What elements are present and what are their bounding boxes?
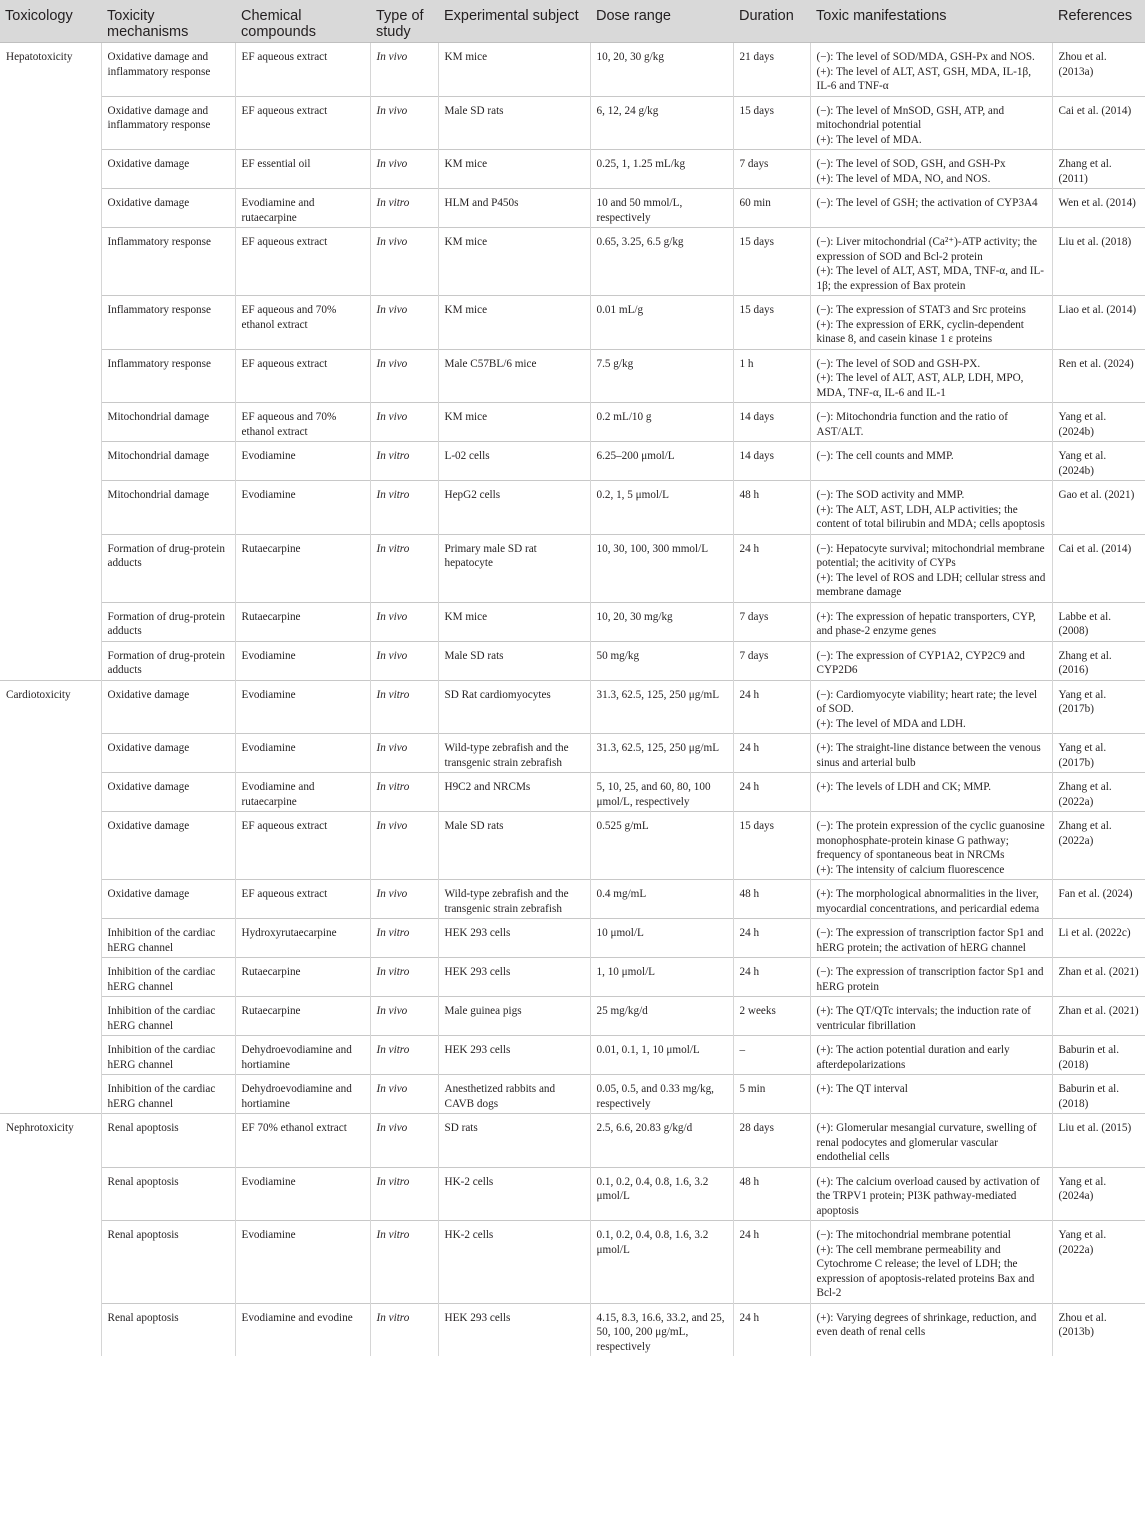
manifestations-cell: (−): The level of SOD and GSH-PX. (+): The level of ALT, AST, ALP, LDH, MPO, MDA, TNF-α, IL-6 and IL-1 <box>810 349 1052 403</box>
reference-cell: Yang et al. (2017b) <box>1052 734 1145 773</box>
dose-cell: 10, 30, 100, 300 mmol/L <box>590 534 733 602</box>
study-type-cell: In vivo <box>370 403 438 442</box>
mechanism-cell: Inflammatory response <box>101 228 235 296</box>
duration-cell: 2 weeks <box>733 997 810 1036</box>
subject-cell: Male guinea pigs <box>438 997 590 1036</box>
duration-cell: 5 min <box>733 1075 810 1114</box>
header-dose: Dose range <box>590 0 733 43</box>
study-type-cell: In vivo <box>370 812 438 880</box>
compound-cell: EF aqueous extract <box>235 96 370 150</box>
manifestations-cell: (+): The morphological abnormalities in the liver, myocardial concentrations, and pericardial edema <box>810 880 1052 919</box>
reference-cell: Yang et al. (2024b) <box>1052 403 1145 442</box>
subject-cell: KM mice <box>438 43 590 97</box>
study-type-cell: In vivo <box>370 1075 438 1114</box>
mechanism-cell: Oxidative damage <box>101 150 235 189</box>
compound-cell: Rutaecarpine <box>235 997 370 1036</box>
study-type-cell: In vivo <box>370 602 438 641</box>
mechanism-cell: Renal apoptosis <box>101 1167 235 1221</box>
manifestations-cell: (−): Cardiomyocyte viability; heart rate; the level of SOD. (+): The level of MDA and LDH. <box>810 680 1052 734</box>
header-duration: Duration <box>733 0 810 43</box>
duration-cell: 14 days <box>733 403 810 442</box>
duration-cell: 60 min <box>733 189 810 228</box>
mechanism-cell: Mitochondrial damage <box>101 442 235 481</box>
reference-cell: Wen et al. (2014) <box>1052 189 1145 228</box>
dose-cell: 31.3, 62.5, 125, 250 μg/mL <box>590 734 733 773</box>
reference-cell: Gao et al. (2021) <box>1052 481 1145 535</box>
duration-cell: 48 h <box>733 481 810 535</box>
dose-cell: 7.5 g/kg <box>590 349 733 403</box>
reference-cell: Baburin et al. (2018) <box>1052 1036 1145 1075</box>
study-type-cell: In vivo <box>370 96 438 150</box>
compound-cell: Evodiamine <box>235 481 370 535</box>
table-row <box>0 1114 1145 1168</box>
table-row <box>0 150 1145 189</box>
table-row <box>0 997 1145 1036</box>
table-row <box>0 296 1145 350</box>
subject-cell: HK-2 cells <box>438 1167 590 1221</box>
subject-cell: HepG2 cells <box>438 481 590 535</box>
subject-cell: KM mice <box>438 403 590 442</box>
mechanism-cell: Oxidative damage and inflammatory response <box>101 96 235 150</box>
reference-cell: Yang et al. (2024a) <box>1052 1167 1145 1221</box>
mechanism-cell: Renal apoptosis <box>101 1114 235 1168</box>
dose-cell: 0.05, 0.5, and 0.33 mg/kg, respectively <box>590 1075 733 1114</box>
study-type-cell: In vivo <box>370 734 438 773</box>
manifestations-cell: (+): Glomerular mesangial curvature, swelling of renal podocytes and glomerular vascular endothelial cells <box>810 1114 1052 1168</box>
mechanism-cell: Mitochondrial damage <box>101 481 235 535</box>
subject-cell: KM mice <box>438 296 590 350</box>
compound-cell: Evodiamine <box>235 1221 370 1304</box>
manifestations-cell: (−): The expression of transcription factor Sp1 and hERG protein; the activation of hERG channel <box>810 919 1052 958</box>
mechanism-cell: Renal apoptosis <box>101 1221 235 1304</box>
reference-cell: Labbe et al. (2008) <box>1052 602 1145 641</box>
duration-cell: 24 h <box>733 773 810 812</box>
dose-cell: 6, 12, 24 g/kg <box>590 96 733 150</box>
table-row <box>0 481 1145 535</box>
subject-cell: HEK 293 cells <box>438 958 590 997</box>
manifestations-cell: (−): The expression of transcription factor Sp1 and hERG protein <box>810 958 1052 997</box>
compound-cell: Evodiamine <box>235 641 370 680</box>
subject-cell: KM mice <box>438 228 590 296</box>
dose-cell: 0.2 mL/10 g <box>590 403 733 442</box>
dose-cell: 10 μmol/L <box>590 919 733 958</box>
subject-cell: HLM and P450s <box>438 189 590 228</box>
reference-cell: Yang et al. (2022a) <box>1052 1221 1145 1304</box>
table-row <box>0 96 1145 150</box>
table-row <box>0 1221 1145 1304</box>
compound-cell: Evodiamine and evodine <box>235 1303 370 1356</box>
dose-cell: 0.65, 3.25, 6.5 g/kg <box>590 228 733 296</box>
study-type-cell: In vitro <box>370 1221 438 1304</box>
header-manifestations: Toxic manifestations <box>810 0 1052 43</box>
study-type-cell: In vitro <box>370 1036 438 1075</box>
table-row <box>0 773 1145 812</box>
study-type-cell: In vitro <box>370 919 438 958</box>
dose-cell: 0.1, 0.2, 0.4, 0.8, 1.6, 3.2 μmol/L <box>590 1221 733 1304</box>
table-row <box>0 189 1145 228</box>
subject-cell: Anesthetized rabbits and CAVB dogs <box>438 1075 590 1114</box>
dose-cell: 6.25–200 μmol/L <box>590 442 733 481</box>
reference-cell: Yang et al. (2024b) <box>1052 442 1145 481</box>
manifestations-cell: (+): The straight-line distance between the venous sinus and arterial bulb <box>810 734 1052 773</box>
dose-cell: 31.3, 62.5, 125, 250 μg/mL <box>590 680 733 734</box>
header-toxicology: Toxicology <box>0 0 101 43</box>
reference-cell: Baburin et al. (2018) <box>1052 1075 1145 1114</box>
compound-cell: EF aqueous extract <box>235 880 370 919</box>
mechanism-cell: Renal apoptosis <box>101 1303 235 1356</box>
dose-cell: 4.15, 8.3, 16.6, 33.2, and 25, 50, 100, 200 μg/mL, respectively <box>590 1303 733 1356</box>
compound-cell: Rutaecarpine <box>235 534 370 602</box>
duration-cell: 24 h <box>733 919 810 958</box>
compound-cell: EF aqueous and 70% ethanol extract <box>235 403 370 442</box>
dose-cell: 0.01 mL/g <box>590 296 733 350</box>
duration-cell: 28 days <box>733 1114 810 1168</box>
mechanism-cell: Oxidative damage and inflammatory response <box>101 43 235 97</box>
reference-cell: Zhou et al. (2013b) <box>1052 1303 1145 1356</box>
duration-cell: 24 h <box>733 534 810 602</box>
study-type-cell: In vitro <box>370 1167 438 1221</box>
dose-cell: 10 and 50 mmol/L, respectively <box>590 189 733 228</box>
manifestations-cell: (+): The QT/QTc intervals; the induction rate of ventricular fibrillation <box>810 997 1052 1036</box>
compound-cell: Rutaecarpine <box>235 958 370 997</box>
header-subject: Experimental subject <box>438 0 590 43</box>
reference-cell: Liao et al. (2014) <box>1052 296 1145 350</box>
study-type-cell: In vitro <box>370 442 438 481</box>
manifestations-cell: (−): The cell counts and MMP. <box>810 442 1052 481</box>
manifestations-cell: (−): The level of MnSOD, GSH, ATP, and mitochondrial potential (+): The level of MDA. <box>810 96 1052 150</box>
compound-cell: EF aqueous extract <box>235 43 370 97</box>
mechanism-cell: Oxidative damage <box>101 812 235 880</box>
subject-cell: Wild-type zebrafish and the transgenic strain zebrafish <box>438 880 590 919</box>
manifestations-cell: (−): The expression of CYP1A2, CYP2C9 and CYP2D6 <box>810 641 1052 680</box>
table-row <box>0 403 1145 442</box>
compound-cell: Rutaecarpine <box>235 602 370 641</box>
compound-cell: EF aqueous extract <box>235 812 370 880</box>
table-row <box>0 43 1145 97</box>
manifestations-cell: (+): The action potential duration and early afterdepolarizations <box>810 1036 1052 1075</box>
duration-cell: – <box>733 1036 810 1075</box>
toxicology-category: Hepatotoxicity <box>0 43 101 681</box>
table-row <box>0 812 1145 880</box>
duration-cell: 21 days <box>733 43 810 97</box>
compound-cell: Evodiamine <box>235 442 370 481</box>
manifestations-cell: (−): Hepatocyte survival; mitochondrial membrane potential; the acitivity of CYPs (+): The level of ROS and LDH; cellular stress and membrane damage <box>810 534 1052 602</box>
study-type-cell: In vivo <box>370 997 438 1036</box>
dose-cell: 50 mg/kg <box>590 641 733 680</box>
compound-cell: Dehydroevodiamine and hortiamine <box>235 1036 370 1075</box>
subject-cell: KM mice <box>438 150 590 189</box>
mechanism-cell: Oxidative damage <box>101 880 235 919</box>
manifestations-cell: (−): The level of SOD/MDA, GSH-Px and NOS. (+): The level of ALT, AST, GSH, MDA, IL-1β, IL-6 and TNF-α <box>810 43 1052 97</box>
manifestations-cell: (−): The expression of STAT3 and Src proteins (+): The expression of ERK, cyclin-dependent kinase 8, and casein kinase 1 ε proteins <box>810 296 1052 350</box>
mechanism-cell: Formation of drug-protein adducts <box>101 534 235 602</box>
compound-cell: EF essential oil <box>235 150 370 189</box>
reference-cell: Li et al. (2022c) <box>1052 919 1145 958</box>
dose-cell: 10, 20, 30 mg/kg <box>590 602 733 641</box>
duration-cell: 1 h <box>733 349 810 403</box>
table-row <box>0 1075 1145 1114</box>
reference-cell: Zhang et al. (2022a) <box>1052 773 1145 812</box>
reference-cell: Zhang et al. (2011) <box>1052 150 1145 189</box>
mechanism-cell: Inhibition of the cardiac hERG channel <box>101 958 235 997</box>
reference-cell: Zhan et al. (2021) <box>1052 958 1145 997</box>
duration-cell: 24 h <box>733 1221 810 1304</box>
subject-cell: Male SD rats <box>438 641 590 680</box>
table-row <box>0 1303 1145 1356</box>
table-row <box>0 680 1145 734</box>
subject-cell: Male SD rats <box>438 96 590 150</box>
mechanism-cell: Inhibition of the cardiac hERG channel <box>101 1036 235 1075</box>
study-type-cell: In vitro <box>370 481 438 535</box>
table-row <box>0 602 1145 641</box>
study-type-cell: In vitro <box>370 958 438 997</box>
header-row <box>0 0 1145 43</box>
study-type-cell: In vitro <box>370 773 438 812</box>
reference-cell: Fan et al. (2024) <box>1052 880 1145 919</box>
subject-cell: HEK 293 cells <box>438 1036 590 1075</box>
manifestations-cell: (+): The expression of hepatic transporters, CYP, and phase-2 enzyme genes <box>810 602 1052 641</box>
reference-cell: Liu et al. (2018) <box>1052 228 1145 296</box>
dose-cell: 0.4 mg/mL <box>590 880 733 919</box>
mechanism-cell: Formation of drug-protein adducts <box>101 641 235 680</box>
compound-cell: EF aqueous extract <box>235 349 370 403</box>
mechanism-cell: Inhibition of the cardiac hERG channel <box>101 1075 235 1114</box>
manifestations-cell: (−): Mitochondria function and the ratio of AST/ALT. <box>810 403 1052 442</box>
dose-cell: 0.1, 0.2, 0.4, 0.8, 1.6, 3.2 μmol/L <box>590 1167 733 1221</box>
manifestations-cell: (+): The levels of LDH and CK; MMP. <box>810 773 1052 812</box>
dose-cell: 2.5, 6.6, 20.83 g/kg/d <box>590 1114 733 1168</box>
duration-cell: 24 h <box>733 1303 810 1356</box>
compound-cell: Evodiamine <box>235 1167 370 1221</box>
study-type-cell: In vivo <box>370 1114 438 1168</box>
compound-cell: Dehydroevodiamine and hortiamine <box>235 1075 370 1114</box>
compound-cell: EF aqueous and 70% ethanol extract <box>235 296 370 350</box>
subject-cell: HEK 293 cells <box>438 1303 590 1356</box>
subject-cell: Primary male SD rat hepatocyte <box>438 534 590 602</box>
study-type-cell: In vivo <box>370 150 438 189</box>
reference-cell: Zhou et al. (2013a) <box>1052 43 1145 97</box>
compound-cell: Evodiamine and rutaecarpine <box>235 189 370 228</box>
table-row <box>0 1167 1145 1221</box>
table-row <box>0 880 1145 919</box>
mechanism-cell: Inhibition of the cardiac hERG channel <box>101 919 235 958</box>
manifestations-cell: (+): The calcium overload caused by activation of the TRPV1 protein; PI3K pathway-mediated apoptosis <box>810 1167 1052 1221</box>
subject-cell: Wild-type zebrafish and the transgenic strain zebrafish <box>438 734 590 773</box>
subject-cell: L-02 cells <box>438 442 590 481</box>
table-row <box>0 442 1145 481</box>
mechanism-cell: Oxidative damage <box>101 680 235 734</box>
manifestations-cell: (+): Varying degrees of shrinkage, reduction, and even death of renal cells <box>810 1303 1052 1356</box>
header-mechanisms: Toxicity mechanisms <box>101 0 235 43</box>
reference-cell: Yang et al. (2017b) <box>1052 680 1145 734</box>
header-study-type: Type of study <box>370 0 438 43</box>
reference-cell: Cai et al. (2014) <box>1052 534 1145 602</box>
mechanism-cell: Oxidative damage <box>101 773 235 812</box>
study-type-cell: In vivo <box>370 880 438 919</box>
compound-cell: Hydroxyrutaecarpine <box>235 919 370 958</box>
mechanism-cell: Mitochondrial damage <box>101 403 235 442</box>
reference-cell: Zhang et al. (2022a) <box>1052 812 1145 880</box>
subject-cell: H9C2 and NRCMs <box>438 773 590 812</box>
dose-cell: 0.01, 0.1, 1, 10 μmol/L <box>590 1036 733 1075</box>
dose-cell: 25 mg/kg/d <box>590 997 733 1036</box>
compound-cell: EF 70% ethanol extract <box>235 1114 370 1168</box>
subject-cell: SD rats <box>438 1114 590 1168</box>
duration-cell: 15 days <box>733 228 810 296</box>
toxicology-category: Nephrotoxicity <box>0 1114 101 1357</box>
reference-cell: Zhang et al. (2016) <box>1052 641 1145 680</box>
mechanism-cell: Inflammatory response <box>101 349 235 403</box>
duration-cell: 48 h <box>733 880 810 919</box>
study-type-cell: In vivo <box>370 228 438 296</box>
duration-cell: 48 h <box>733 1167 810 1221</box>
header-compounds: Chemical compounds <box>235 0 370 43</box>
compound-cell: Evodiamine <box>235 734 370 773</box>
subject-cell: KM mice <box>438 602 590 641</box>
mechanism-cell: Inflammatory response <box>101 296 235 350</box>
compound-cell: EF aqueous extract <box>235 228 370 296</box>
subject-cell: SD Rat cardiomyocytes <box>438 680 590 734</box>
table-row <box>0 734 1145 773</box>
reference-cell: Zhan et al. (2021) <box>1052 997 1145 1036</box>
compound-cell: Evodiamine and rutaecarpine <box>235 773 370 812</box>
table-row <box>0 919 1145 958</box>
mechanism-cell: Formation of drug-protein adducts <box>101 602 235 641</box>
duration-cell: 15 days <box>733 812 810 880</box>
compound-cell: Evodiamine <box>235 680 370 734</box>
duration-cell: 15 days <box>733 296 810 350</box>
dose-cell: 0.25, 1, 1.25 mL/kg <box>590 150 733 189</box>
manifestations-cell: (−): The level of SOD, GSH, and GSH-Px (+): The level of MDA, NO, and NOS. <box>810 150 1052 189</box>
dose-cell: 0.2, 1, 5 μmol/L <box>590 481 733 535</box>
manifestations-cell: (−): The mitochondrial membrane potential (+): The cell membrane permeability and Cytochrome C release; the level of LDH; the expression of apoptosis-related proteins Bax and Bcl-2 <box>810 1221 1052 1304</box>
dose-cell: 10, 20, 30 g/kg <box>590 43 733 97</box>
duration-cell: 24 h <box>733 958 810 997</box>
subject-cell: Male SD rats <box>438 812 590 880</box>
table-row <box>0 1036 1145 1075</box>
dose-cell: 0.525 g/mL <box>590 812 733 880</box>
subject-cell: HK-2 cells <box>438 1221 590 1304</box>
duration-cell: 24 h <box>733 680 810 734</box>
table-row <box>0 349 1145 403</box>
mechanism-cell: Inhibition of the cardiac hERG channel <box>101 997 235 1036</box>
duration-cell: 7 days <box>733 602 810 641</box>
table-row <box>0 958 1145 997</box>
study-type-cell: In vitro <box>370 189 438 228</box>
subject-cell: HEK 293 cells <box>438 919 590 958</box>
duration-cell: 14 days <box>733 442 810 481</box>
study-type-cell: In vivo <box>370 296 438 350</box>
table-row <box>0 641 1145 680</box>
study-type-cell: In vitro <box>370 1303 438 1356</box>
manifestations-cell: (−): Liver mitochondrial (Ca²⁺)-ATP activity; the expression of SOD and Bcl-2 protein (+): The level of ALT, AST, MDA, TNF-α, and IL-1β; the expression of Bax protein <box>810 228 1052 296</box>
duration-cell: 24 h <box>733 734 810 773</box>
manifestations-cell: (+): The QT interval <box>810 1075 1052 1114</box>
subject-cell: Male C57BL/6 mice <box>438 349 590 403</box>
table-body <box>0 43 1145 1357</box>
table-row <box>0 228 1145 296</box>
manifestations-cell: (−): The level of GSH; the activation of CYP3A4 <box>810 189 1052 228</box>
reference-cell: Ren et al. (2024) <box>1052 349 1145 403</box>
mechanism-cell: Oxidative damage <box>101 189 235 228</box>
duration-cell: 7 days <box>733 641 810 680</box>
mechanism-cell: Oxidative damage <box>101 734 235 773</box>
toxicology-category: Cardiotoxicity <box>0 680 101 1114</box>
study-type-cell: In vivo <box>370 641 438 680</box>
duration-cell: 7 days <box>733 150 810 189</box>
reference-cell: Liu et al. (2015) <box>1052 1114 1145 1168</box>
dose-cell: 5, 10, 25, and 60, 80, 100 μmol/L, respectively <box>590 773 733 812</box>
study-type-cell: In vitro <box>370 534 438 602</box>
table-row <box>0 534 1145 602</box>
manifestations-cell: (−): The SOD activity and MMP. (+): The ALT, AST, LDH, ALP activities; the content of total bilirubin and MDA; cells apoptosis <box>810 481 1052 535</box>
dose-cell: 1, 10 μmol/L <box>590 958 733 997</box>
duration-cell: 15 days <box>733 96 810 150</box>
study-type-cell: In vivo <box>370 43 438 97</box>
study-type-cell: In vivo <box>370 349 438 403</box>
reference-cell: Cai et al. (2014) <box>1052 96 1145 150</box>
manifestations-cell: (−): The protein expression of the cyclic guanosine monophosphate-protein kinase G pathway; frequency of spontaneous beat in NRCMs (+): The intensity of calcium fluorescence <box>810 812 1052 880</box>
study-type-cell: In vitro <box>370 680 438 734</box>
header-references: References <box>1052 0 1145 43</box>
